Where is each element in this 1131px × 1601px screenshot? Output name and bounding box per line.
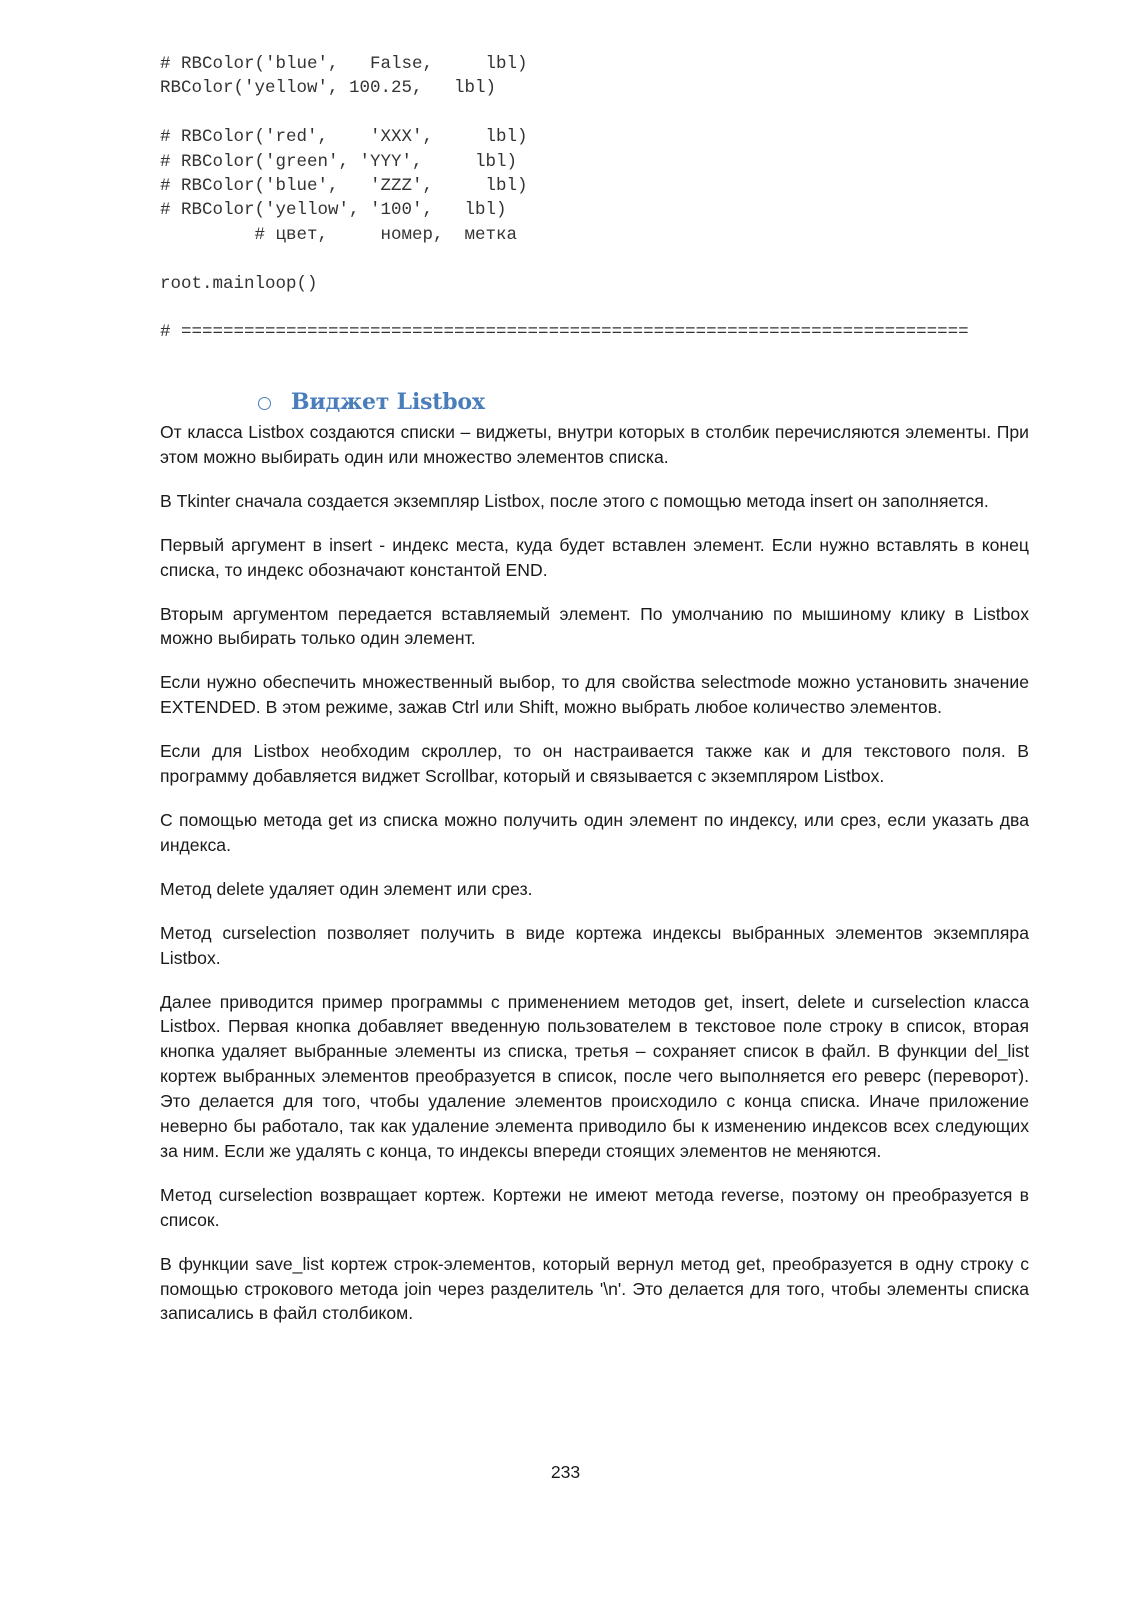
paragraph: Метод curselection позволяет получить в виде кортежа индексы выбранных элементов экземпляра Listbox. — [160, 922, 1029, 968]
paragraph: Если для Listbox необходим скроллер, то он настраивается также как и для текстового поля. В программу добавляется виджет Scrollbar, который и связывается с экземпляром Listbox. — [160, 741, 1029, 787]
paragraph: От класса Listbox создаются списки – виджеты, внутри которых в столбик перечисляются элементы. При этом можно выбирать один или множество элементов списка. — [160, 422, 1029, 467]
code-line — [160, 101, 969, 125]
code-line: # RBColor('blue', False, lbl) — [160, 54, 528, 74]
paragraph: В Tkinter сначала создается экземпляр Listbox, после этого с помощью метода insert он заполняется. — [160, 490, 989, 511]
code-line: # RBColor('red', 'XXX', lbl) — [160, 127, 528, 148]
paragraph: Далее приводится пример программы с применением методов get, insert, delete и curselection класса Listbox. Первая кнопка добавляет введенную пользователем в текстовое поле строку в список, вторая кнопка удаляет выбранные элементы из списка, третья – сохраняет список в файл. В функции del_list кортеж выбранных элементов преобразуется в список, после чего выполняется его реверс (переворот). Это делается для того, чтобы удаление элементов происходило с конца списка. Иначе приложение неверно бы работало, так как удаление элемента приводило бы к изменению индексов всех следующих за ним. Если же удалять с конца, то индексы впереди стоящих элементов не меняются. — [160, 991, 1029, 1161]
code-line: # =========================================================================== — [160, 322, 969, 343]
code-line: root.mainloop() — [160, 273, 318, 294]
paragraph: Вторым аргументом передается вставляемый элемент. По умолчанию по мышиному клику в Listbox можно выбирать только один элемент. — [160, 603, 1029, 649]
code-line: # цвет, номер, метка — [160, 224, 518, 245]
code-line: # RBColor('blue', 'ZZZ', lbl) — [160, 175, 528, 196]
code-line — [160, 247, 969, 271]
code-line: # RBColor('yellow', '100', lbl) — [160, 200, 507, 221]
code-line: RBColor('yellow', 100.25, lbl) — [160, 78, 497, 99]
section-heading — [258, 386, 485, 418]
paragraph: Если нужно обеспечить множественный выбор, то для свойства selectmode можно установить значение EXTENDED. В этом режиме, зажав Ctrl или Shift, можно выбрать любое количество элементов. — [160, 672, 1029, 718]
circle-bullet-icon — [258, 397, 271, 410]
code-block — [160, 52, 969, 345]
section-heading-text: Виджет Listbox — [291, 389, 485, 415]
paragraph: Метод delete удаляет один элемент или срез. — [160, 878, 533, 899]
page-number: 233 — [550, 1462, 581, 1482]
paragraph: В функции save_list кортеж строк-элементов, который вернул метод get, преобразуется в одну строку с помощью строкового метода join через разделитель '\n'. Это делается для того, чтобы элементы списка записались в файл столбиком. — [160, 1253, 1029, 1324]
code-line — [160, 296, 969, 320]
code-line: # RBColor('green', 'YYY', lbl) — [160, 151, 518, 172]
paragraph: Первый аргумент в insert - индекс места, куда будет вставлен элемент. Если нужно вставлять в конец списка, то индекс обозначают константой END. — [160, 534, 1029, 580]
paragraph: С помощью метода get из списка можно получить один элемент по индексу, или срез, если указать два индекса. — [160, 809, 1029, 855]
body-text — [160, 420, 1029, 1345]
paragraph: Метод curselection возвращает кортеж. Кортежи не имеют метода reverse, поэтому он преобразуется в список. — [160, 1184, 1029, 1230]
